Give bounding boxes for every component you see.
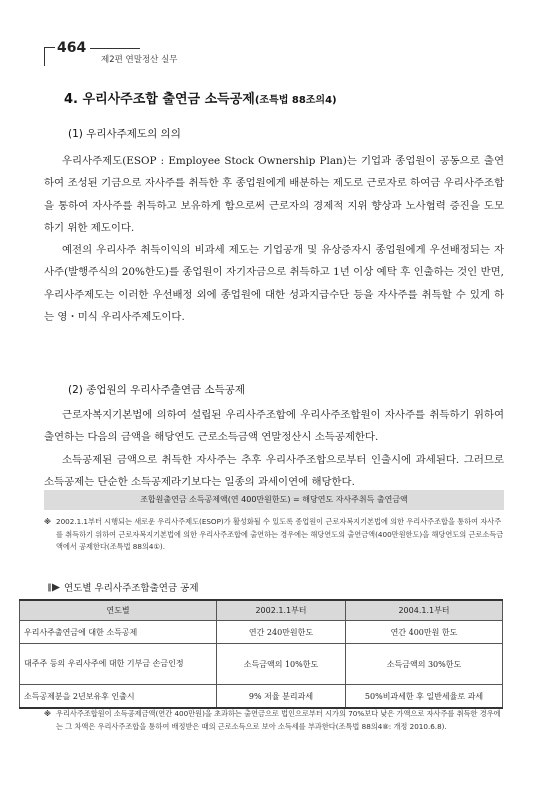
section1-paragraph-2: 예전의 우리사주 취득이익의 비과세 제도는 기업공개 및 유상증자시 종업원에게 우선배정되는 자사주(발행주식의 20%한도)를 종업원이 자기자금으로 취득하고 1년 이상 예탁 후 인출하는 것인 반면, 우리사주제도는 이러한 우선배정 외에 종업원에 대한 성과지급수단 등을 자사주를 취득할 수 있게 하는 영・미식 우리사주제도이다. — [44, 244, 504, 324]
table-cell: 우리사주출연금에 대한 소득공제 — [20, 621, 217, 644]
header-bracket — [44, 47, 55, 66]
table-cell: 소득금액의 10%한도 — [217, 644, 346, 685]
table-row — [20, 685, 503, 709]
section2-body — [44, 404, 504, 493]
table-header-row — [20, 600, 503, 621]
table-row — [20, 621, 503, 644]
deduction-table — [19, 599, 503, 709]
col-header-year: 연도별 — [20, 600, 217, 621]
section-label: 제2편 연말정산 실무 — [101, 55, 178, 65]
table-heading — [48, 580, 199, 594]
arrow-icon — [48, 583, 61, 592]
title-main: 4. 우리사주조합 출연금 소득공제 — [64, 92, 255, 107]
note-1-mark: ※ — [44, 517, 51, 526]
note-1-text: 2002.1.1부터 시행되는 새로운 우리사주제도(ESOP)가 활성화될 수 있도록 종업원이 근로자복지기본법에 의한 우리사주조합을 통하여 자사주를 취득하기 위하여 근로자복지기본법에 의한 우리사주조합에 출연하는 경우에는 해당연도의 출연금액(400만원한도)을 해당연도의 근로소득금액에서 공제한다(조특법 88의4①). — [56, 517, 504, 552]
section1-paragraph-1: 우리사주제도(ESOP : Employee Stock Ownership Plan)는 기업과 종업원이 공동으로 출연하여 조성된 기금으로 자사주를 취득한 후 종업원에게 배분하는 제도로 근로자로 하여금 우리사주조합을 통하여 자사주를 취득하고 보유하게 함으로써 근로자의 경제적 지위 향상과 노사협력 증진을 도모하기 위한 제도이다. — [44, 155, 504, 234]
page-header — [44, 40, 204, 70]
note-2-text: 우리사주조합원이 소득공제금액(연간 400만원)을 초과하는 출연금으로 법인으로부터 시가의 70%보다 낮은 가액으로 자사주를 취득한 경우에는 그 차액은 우리사주조합을 통하여 배정받은 때의 근로소득으로 보아 소득세를 부과한다(조특법 88의4⑧: 개정 2010.6.8). — [56, 709, 501, 731]
formula-box: 조합원출연금 소득공제액(연 400만원한도) = 해당연도 자사주취득 출연금액 — [44, 490, 504, 510]
page-title — [64, 88, 337, 107]
table-cell: 소득공제분을 2년보유후 인출시 — [20, 685, 217, 709]
table-cell: 연간 400만원 한도 — [346, 621, 503, 644]
table-heading-label: 연도별 우리사주조합출연금 공제 — [64, 583, 199, 594]
note-2-mark: ※ — [44, 709, 51, 718]
col-header-2002: 2002.1.1부터 — [217, 600, 346, 621]
table-cell: 소득금액의 30%한도 — [346, 644, 503, 685]
section2-heading: (2) 종업원의 우리사주출연금 소득공제 — [68, 384, 246, 396]
table-cell: 9% 저율 분리과세 — [217, 685, 346, 709]
table-row — [20, 644, 503, 685]
title-ref: (조특법 88조의4) — [254, 95, 337, 106]
col-header-2004: 2004.1.1부터 — [346, 600, 503, 621]
page-number: 464 — [57, 40, 87, 56]
table-cell: 연간 240만원한도 — [217, 621, 346, 644]
note-1 — [44, 516, 504, 554]
section1-heading: (1) 우리사주제도의 의의 — [68, 128, 181, 140]
section1-body — [44, 150, 504, 328]
section2-paragraph-2: 소득공제된 금액으로 취득한 자사주는 추후 우리사주조합으로부터 인출시에 과세된다. 그러므로 소득공제는 단순한 소득공제라기보다는 일종의 과세이연에 해당한다. — [44, 453, 504, 488]
table-cell: 50%비과세한 후 일반세율로 과세 — [346, 685, 503, 709]
section2-paragraph-1: 근로자복지기본법에 의하여 설립된 우리사주조합에 우리사주조합원이 자사주를 취득하기 위하여 출연하는 다음의 금액을 해당연도 근로소득금액 연말정산시 소득공제한다. — [44, 409, 504, 444]
header-rule — [90, 48, 140, 49]
table-cell: 대주주 등의 우리사주에 대한 기부금 손금인정 — [20, 644, 217, 685]
note-2 — [44, 708, 504, 733]
